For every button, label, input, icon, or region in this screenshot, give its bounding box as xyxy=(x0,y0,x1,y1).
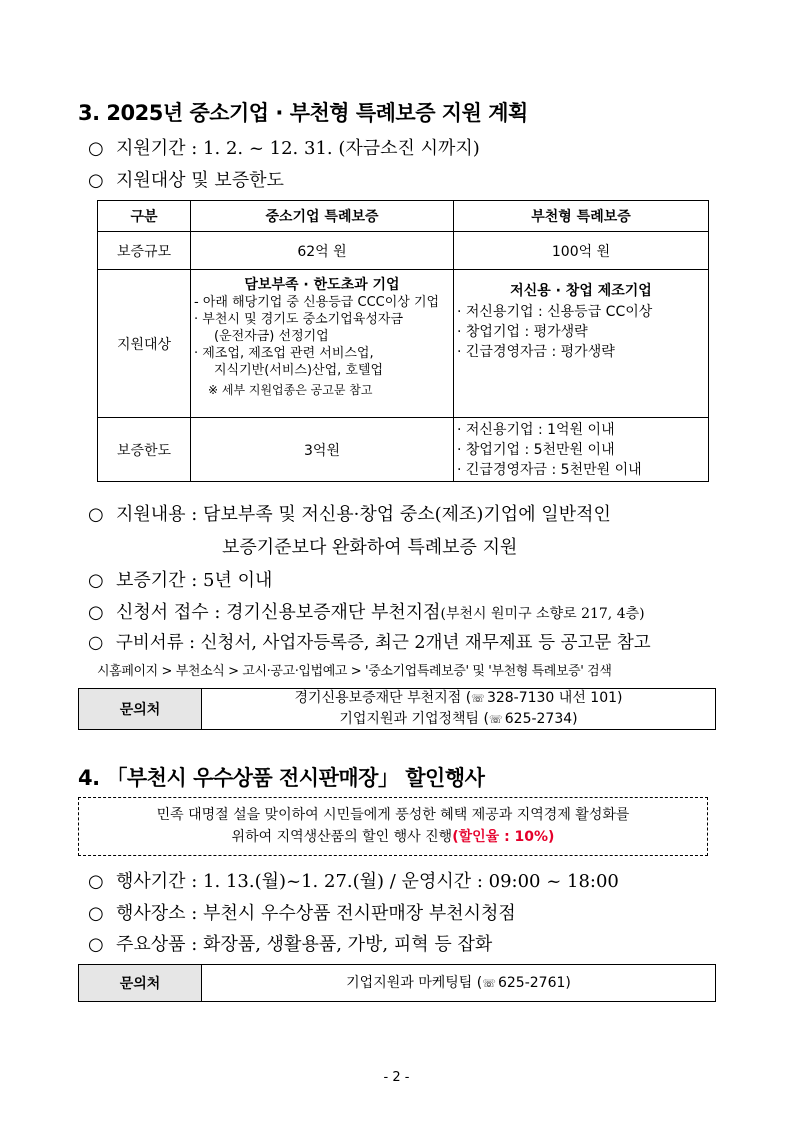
row-label-limit: 보증한도 xyxy=(98,418,191,482)
event-venue: ○ 행사장소 : 부천시 우수상품 전시판매장 부천시청점 xyxy=(88,903,516,924)
contact-line: 경기신용보증재단 부천지점 (☏ 328-7130 내선 101) xyxy=(295,688,623,709)
contact-line: 기업지원과 마케팅팀 (☏ 625-2761) xyxy=(346,973,571,994)
header-sme: 중소기업 특례보증 xyxy=(191,201,454,232)
contact-details xyxy=(202,689,715,729)
phone-icon: ☏ xyxy=(488,713,503,726)
website-path: 시홈페이지 > 부천소식 > 고시·공고·입법예고 > '중소기업특례보증' 및 '부천형 특례보증' 검색 xyxy=(97,664,612,679)
row-label-scale: 보증규모 xyxy=(98,232,191,270)
bucheon-target-cell xyxy=(454,270,709,418)
table-row xyxy=(98,232,709,270)
bucheon-target-line: · 창업기업 : 평가생략 xyxy=(457,324,588,340)
contact-label: 문의처 xyxy=(79,689,202,729)
contact-label: 문의처 xyxy=(79,965,202,1001)
sme-target-title: 담보부족 · 한도초과 기업 xyxy=(244,277,400,293)
guarantee-period: ○ 보증기간 : 5년 이내 xyxy=(88,570,273,591)
application: ○ 신청서 접수 : 경기신용보증재단 부천지점(부천시 원미구 소향로 217, 4층) xyxy=(88,602,645,623)
section4-title: 4. 「부천시 우수상품 전시판매장」 할인행사 xyxy=(78,766,485,790)
required-docs: ○ 구비서류 : 신청서, 사업자등록증, 최근 2개년 재무제표 등 공고문 참고 xyxy=(88,633,651,653)
sme-target-cell xyxy=(191,270,454,418)
bucheon-limit-line: · 창업기업 : 5천만원 이내 xyxy=(457,441,615,458)
support-content-cont: 보증기준보다 완화하여 특례보증 지원 xyxy=(222,537,518,558)
bucheon-target-line: · 저신용기업 : 신용등급 CC이상 xyxy=(457,304,653,320)
bucheon-limit-cell xyxy=(454,418,709,482)
header-category: 구분 xyxy=(98,201,191,232)
bucheon-limit-line: · 긴급경영자금 : 5천만원 이내 xyxy=(457,461,642,478)
section3-title: 3. 2025년 중소기업 · 부천형 특례보증 지원 계획 xyxy=(78,101,528,125)
sme-target-line: - 아래 해당기업 중 신용등급 CCC이상 기업 xyxy=(194,295,440,310)
table-row xyxy=(98,270,709,418)
event-period: ○ 행사기간 : 1. 13.(월)~1. 27.(월) / 운영시간 : 09:00 ~ 18:00 xyxy=(88,871,619,892)
sme-target-line: 지식기반(서비스)산업, 호텔업 xyxy=(214,363,384,378)
row-label-target: 지원대상 xyxy=(98,270,191,418)
sme-target-line: · 부천시 및 경기도 중소기업육성자금 xyxy=(194,312,404,327)
phone-icon: ☏ xyxy=(471,692,485,705)
page-number: - 2 - xyxy=(383,1070,410,1085)
support-period: ○ 지원기간 : 1. 2. ~ 12. 31. (자금소진 시까지) xyxy=(88,138,480,159)
sme-target-line: · 제조업, 제조업 관련 서비스업, xyxy=(194,346,374,361)
support-table xyxy=(97,200,709,482)
event-summary-line: 민족 대명절 설을 맞이하여 시민들에게 풍성한 혜택 제공과 지역경제 활성화를 xyxy=(156,807,630,823)
header-bucheon: 부천형 특례보증 xyxy=(454,201,709,232)
sme-target-note: ※ 세부 지원업종은 공고문 참고 xyxy=(208,383,373,397)
phone-icon: ☏ xyxy=(482,976,496,990)
table-row xyxy=(98,418,709,482)
bucheon-limit-line: · 저신용기업 : 1억원 이내 xyxy=(457,421,615,438)
sme-limit: 3억원 xyxy=(191,418,454,482)
event-summary-line: 위하여 지역생산품의 할인 행사 진행(할인율 : 10%) xyxy=(231,829,555,845)
contact-box-section3 xyxy=(78,688,716,730)
sme-scale: 62억 원 xyxy=(191,232,454,270)
bucheon-target-line: · 긴급경영자금 : 평가생략 xyxy=(457,344,615,360)
contact-details xyxy=(202,965,715,1001)
bucheon-target-title: 저신용 · 창업 제조기업 xyxy=(510,283,652,299)
contact-box-section4 xyxy=(78,964,716,1002)
support-target-heading: ○ 지원대상 및 보증한도 xyxy=(88,170,284,191)
table-header-row xyxy=(98,201,709,232)
support-content: ○ 지원내용 : 담보부족 및 저신용·창업 중소(제조)기업에 일반적인 xyxy=(88,504,611,525)
discount-rate: (할인율 : 10%) xyxy=(452,829,555,845)
bucheon-scale: 100억 원 xyxy=(454,232,709,270)
event-summary-box xyxy=(78,797,708,856)
sme-target-line: (운전자금) 선정기업 xyxy=(214,329,329,344)
event-products: ○ 주요상품 : 화장품, 생활용품, 가방, 피혁 등 잡화 xyxy=(88,934,493,955)
contact-line: 기업지원과 기업정책팀 (☏ 625-2734) xyxy=(339,709,577,730)
